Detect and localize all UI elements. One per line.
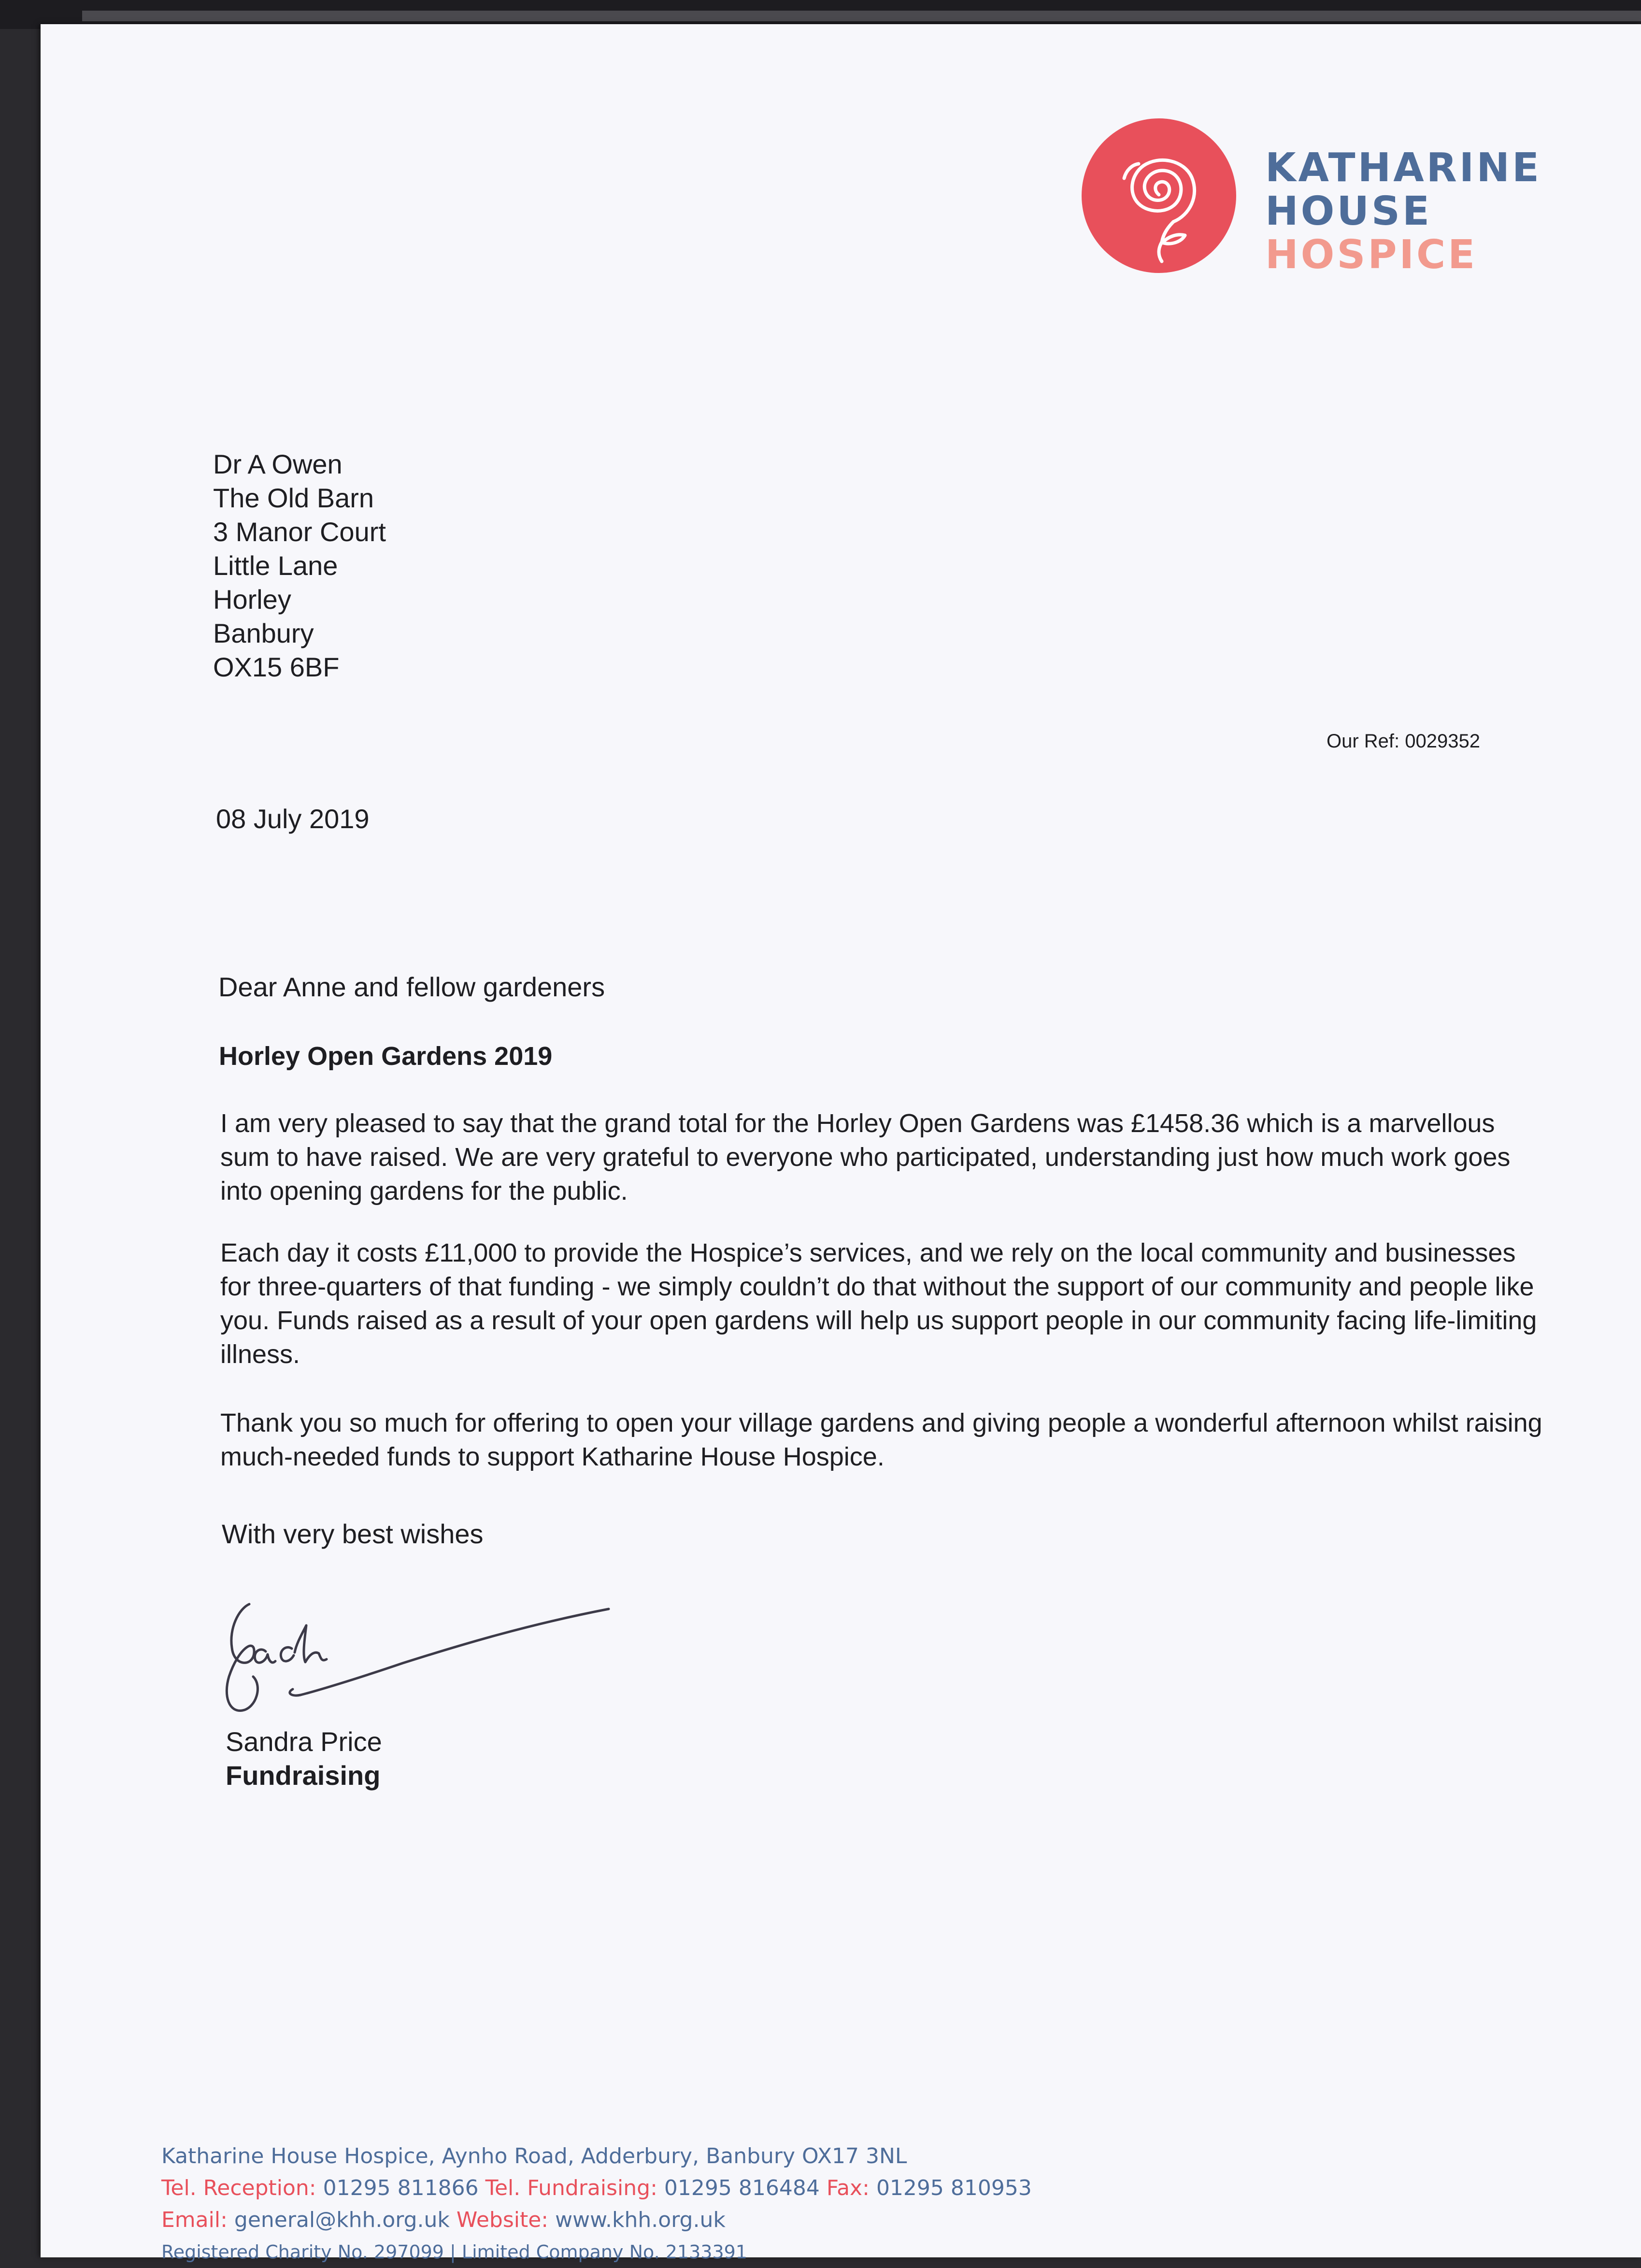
fax-label: Fax: — [826, 2176, 870, 2200]
signer-name: Sandra Price — [226, 1726, 382, 1757]
address-postcode: OX15 6BF — [213, 652, 340, 682]
address-line: 3 Manor Court — [213, 517, 386, 547]
letter-page — [41, 24, 1641, 2263]
website-label: Website: — [456, 2208, 549, 2232]
website-url: www.khh.org.uk — [555, 2208, 726, 2232]
footer-phones — [161, 2172, 1032, 2204]
tel-reception-number: 01295 811866 — [323, 2176, 479, 2200]
footer-contact — [161, 2204, 1032, 2236]
brand-line-2: HOUSE — [1265, 188, 1432, 234]
our-reference: Our Ref: 0029352 — [1327, 731, 1480, 752]
brand-line-3: HOSPICE — [1265, 232, 1478, 278]
signer-block — [226, 1725, 382, 1793]
address-line: Horley — [213, 584, 291, 615]
letter-date: 08 July 2019 — [216, 804, 370, 834]
tel-fundraising-label: Tel. Fundraising: — [485, 2176, 657, 2200]
letterhead-logo — [1082, 118, 1589, 292]
closing: With very best wishes — [222, 1519, 484, 1549]
address-line: Little Lane — [213, 550, 338, 581]
brand-line-1: KATHARINE — [1265, 145, 1541, 191]
handwritten-signature — [219, 1594, 644, 1725]
scanner-edge — [82, 11, 1641, 21]
salutation: Dear Anne and fellow gardeners — [218, 972, 605, 1002]
body-paragraph-1: I am very pleased to say that the grand total for the Horley Open Gardens was £1458.36 which is a marvellous sum to have raised. We are very grateful to everyone who participated, understanding just how much work goes into opening gardens for the public. — [220, 1109, 1511, 1206]
address-line: Banbury — [213, 618, 314, 648]
email-label: Email: — [161, 2208, 228, 2232]
fax-number: 01295 810953 — [876, 2176, 1032, 2200]
brand-wordmark — [1265, 146, 1541, 277]
email-address: general@khh.org.uk — [234, 2208, 450, 2232]
letterhead-footer — [161, 2140, 1032, 2268]
footer-address: Katharine House Hospice, Aynho Road, Adderbury, Banbury OX17 3NL — [161, 2144, 907, 2168]
body-paragraph-3: Thank you so much for offering to open your village gardens and giving people a wonderful afternoon whilst raising much-needed funds to support Katharine House Hospice. — [220, 1408, 1542, 1471]
rose-icon — [1082, 118, 1236, 273]
recipient-address — [213, 447, 386, 684]
tel-reception-label: Tel. Reception: — [161, 2176, 316, 2200]
tel-fundraising-number: 01295 816484 — [664, 2176, 820, 2200]
recipient-name: Dr A Owen — [213, 449, 342, 479]
footer-registration: Registered Charity No. 297099 | Limited Company No. 2133391 — [161, 2241, 747, 2263]
subject-heading: Horley Open Gardens 2019 — [219, 1042, 553, 1071]
body-paragraph-2: Each day it costs £11,000 to provide the Hospice’s services, and we rely on the local community and businesses for three-quarters of that funding - we simply couldn’t do that without the support of our community and people like you. Funds raised as a result of your open gardens will help us support people in our community facing life-limiting illness. — [220, 1238, 1537, 1369]
signer-role: Fundraising — [226, 1760, 381, 1791]
address-line: The Old Barn — [213, 483, 374, 513]
